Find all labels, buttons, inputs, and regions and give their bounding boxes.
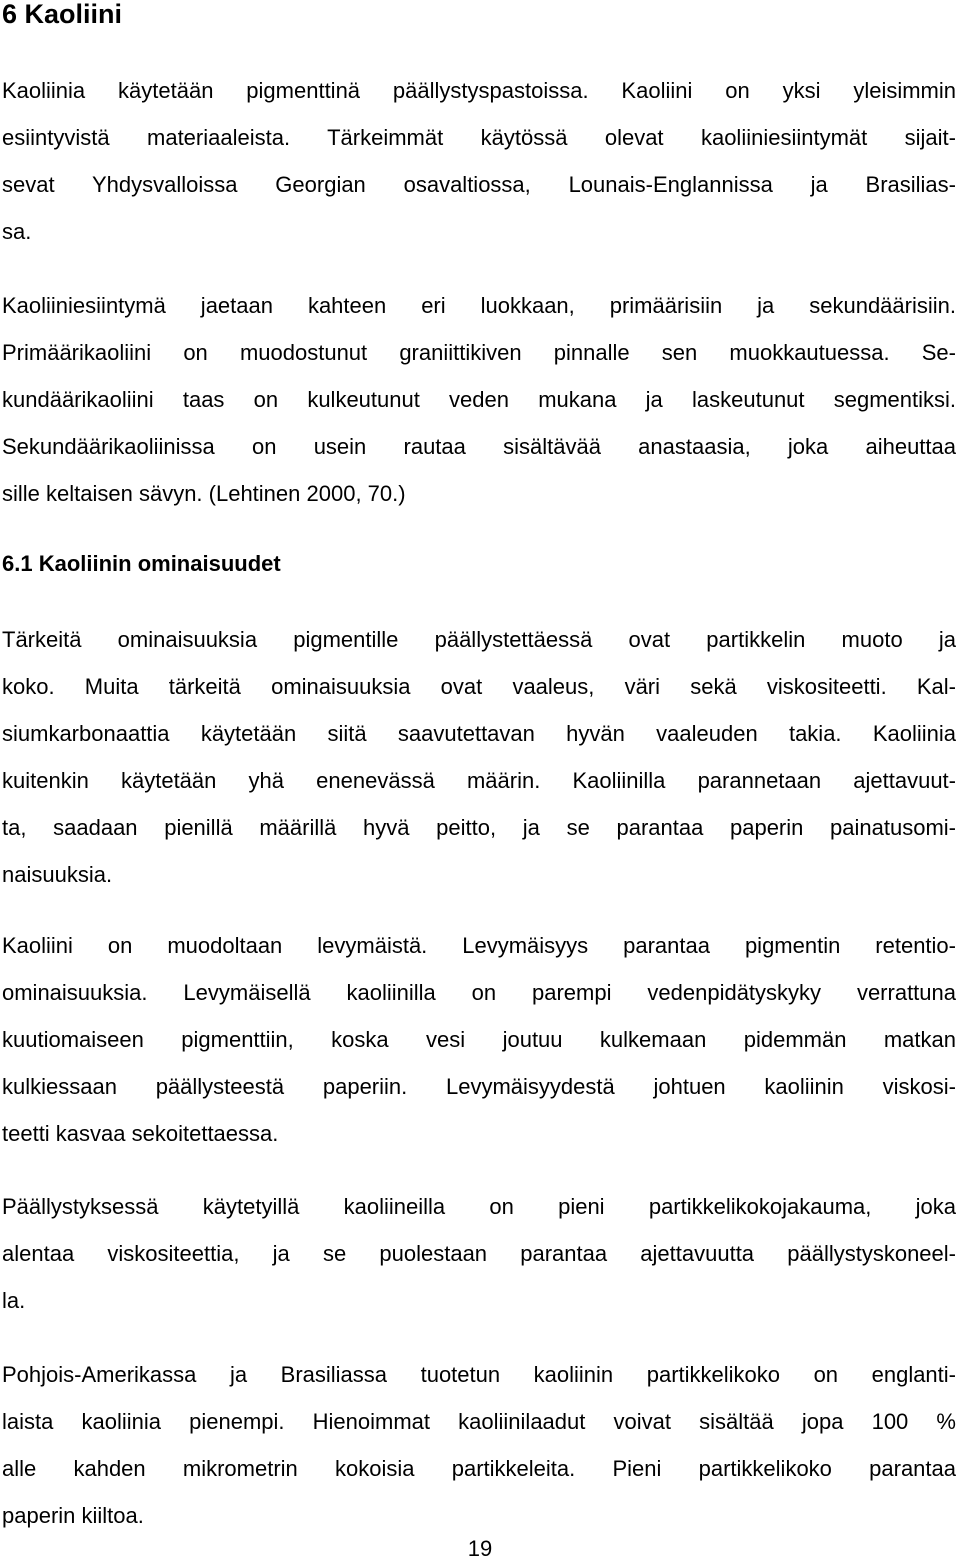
paragraph-6	[2, 1351, 956, 1539]
text-line: Sekundäärikaoliinissa on usein rautaa sisältävää anastaasia, joka aiheuttaa	[2, 434, 956, 459]
text-line: Kaoliiniesiintymä jaetaan kahteen eri luokkaan, primäärisiin ja sekundäärisiin.	[2, 293, 956, 318]
section-heading: 6.1 Kaoliinin ominaisuudet	[2, 551, 281, 576]
text-line: Pohjois-Amerikassa ja Brasiliassa tuotetun kaoliinin partikkelikoko on englanti-	[2, 1362, 956, 1387]
text-line: kulkiessaan päällysteestä paperiin. Levymäisyydestä johtuen kaoliinin viskosi-	[2, 1074, 956, 1099]
text-line: alentaa viskositeettia, ja se puolestaan parantaa ajettavuutta päällystyskoneel-	[2, 1241, 956, 1266]
text-line: esiintyvistä materiaaleista. Tärkeimmät käytössä olevat kaoliiniesiintymät sijait-	[2, 125, 956, 150]
text-line: sevat Yhdysvalloissa Georgian osavaltiossa, Lounais-Englannissa ja Brasilias-	[2, 172, 956, 197]
text-line: teetti kasvaa sekoitettaessa.	[2, 1121, 279, 1146]
paragraph-4	[2, 922, 956, 1157]
text-line: ta, saadaan pienillä määrillä hyvä peitto, ja se parantaa paperin painatusomi-	[2, 815, 956, 840]
chapter-heading: 6 Kaoliini	[2, 0, 123, 29]
text-line: laista kaoliinia pienempi. Hienoimmat kaoliinilaadut voivat sisältää jopa 100 %	[2, 1409, 956, 1434]
text-line: sa.	[2, 219, 32, 244]
text-line: Päällystyksessä käytetyillä kaoliineilla on pieni partikkelikokojakauma, joka	[2, 1194, 956, 1219]
text-line: koko. Muita tärkeitä ominaisuuksia ovat vaaleus, väri sekä viskositeetti. Kal-	[2, 674, 956, 699]
text-line: kundäärikaoliini taas on kulkeutunut veden mukana ja laskeutunut segmentiksi.	[2, 387, 956, 412]
text-line: Kaoliinia käytetään pigmenttinä päällystyspastoissa. Kaoliini on yksi yleisimmin	[2, 78, 956, 103]
text-line: kuutiomaiseen pigmenttiin, koska vesi joutuu kulkemaan pidemmän matkan	[2, 1027, 956, 1052]
text-line: Kaoliini on muodoltaan levymäistä. Levymäisyys parantaa pigmentin retentio-	[2, 933, 956, 958]
text-line: la.	[2, 1288, 26, 1313]
page-number: 19	[467, 1536, 493, 1561]
text-line: paperin kiiltoa.	[2, 1503, 144, 1528]
text-line: Tärkeitä ominaisuuksia pigmentille päällystettäessä ovat partikkelin muoto ja	[2, 627, 956, 652]
text-line: ominaisuuksia. Levymäisellä kaoliinilla on parempi vedenpidätyskyky verrattuna	[2, 980, 956, 1005]
text-line: kuitenkin käytetään yhä enenevässä määrin. Kaoliinilla parannetaan ajettavuut-	[2, 768, 956, 793]
text-line: alle kahden mikrometrin kokoisia partikkeleita. Pieni partikkelikoko parantaa	[2, 1456, 956, 1481]
text-line: siumkarbonaattia käytetään siitä saavutettavan hyvän vaaleuden takia. Kaoliinia	[2, 721, 956, 746]
paragraph-1	[2, 67, 956, 255]
paragraph-5	[2, 1183, 956, 1324]
paragraph-2	[2, 282, 956, 517]
paragraph-3	[2, 616, 956, 898]
text-line: naisuuksia.	[2, 862, 113, 887]
text-line: sille keltaisen sävyn. (Lehtinen 2000, 70.)	[2, 481, 406, 506]
text-line: Primäärikaoliini on muodostunut graniittikiven pinnalle sen muokkautuessa. Se-	[2, 340, 956, 365]
